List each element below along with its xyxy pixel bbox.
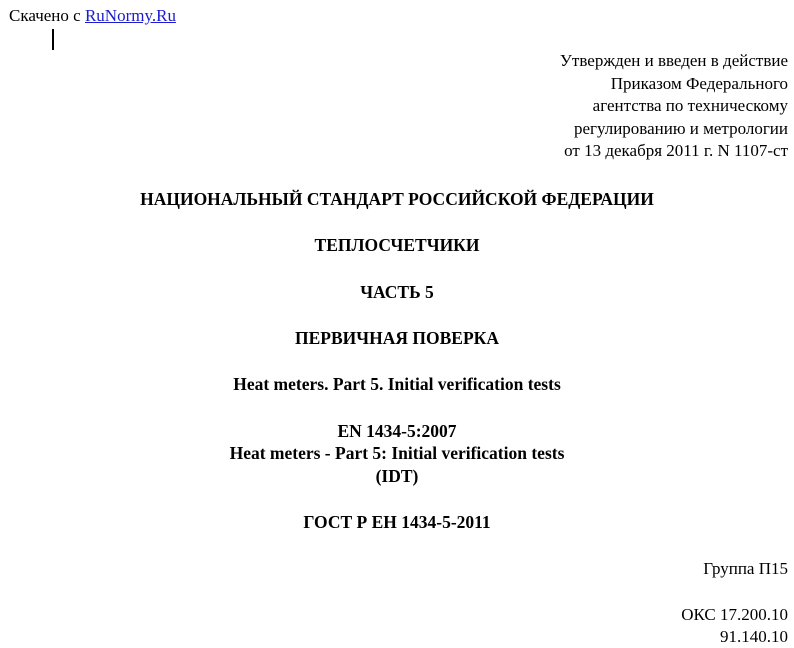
national-standard-title: НАЦИОНАЛЬНЫЙ СТАНДАРТ РОССИЙСКОЙ ФЕДЕРАЦИИ [140, 189, 654, 209]
approval-line: агентства по техническому [592, 96, 788, 115]
oks-line-2: 91.140.10 [720, 627, 788, 646]
group-label: Группа П15 [703, 559, 788, 578]
source-line [9, 6, 176, 26]
approval-line: регулированию и метрологии [573, 118, 788, 138]
source-link[interactable]: RuNormy.Ru [84, 6, 176, 25]
approval-block [560, 50, 788, 163]
topic-title: ПЕРВИЧНАЯ ПОВЕРКА [295, 328, 499, 348]
en-code: EN 1434-5:2007 [337, 421, 457, 441]
english-title: Heat meters. Part 5. Initial verification tests [233, 374, 561, 394]
source-prefix: Скачено с [9, 6, 81, 25]
text-cursor [52, 29, 54, 50]
gost-code: ГОСТ Р ЕН 1434-5-2011 [303, 512, 491, 532]
approval-line: Утвержден и введен в действие [559, 51, 788, 70]
approval-line: Приказом Федерального [610, 73, 788, 93]
en-title: Heat meters - Part 5: Initial verification tests [229, 443, 565, 463]
approval-line: от 13 декабря 2011 г. N 1107-ст [564, 141, 788, 160]
subject-title: ТЕПЛОСЧЕТЧИКИ [314, 235, 480, 255]
oks-line-1: ОКС 17.200.10 [681, 605, 788, 624]
part-title: ЧАСТЬ 5 [360, 282, 434, 302]
idt-label: (IDT) [375, 466, 419, 486]
